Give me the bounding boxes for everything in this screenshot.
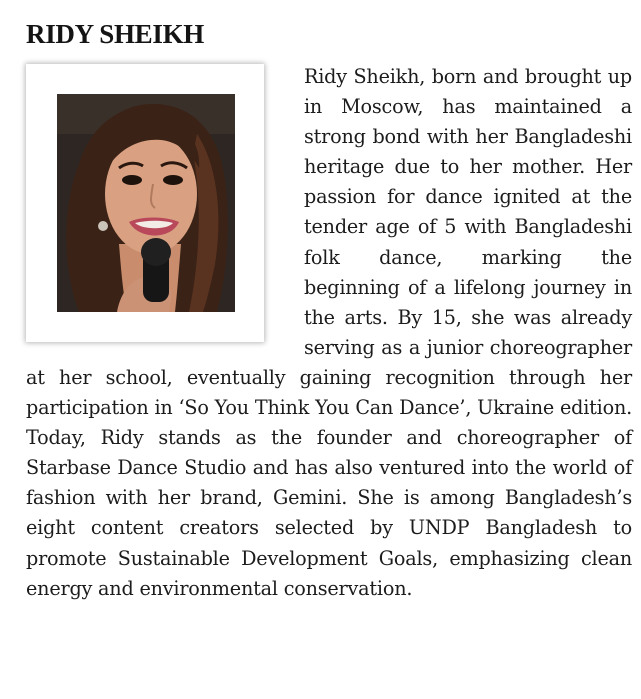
portrait-photo	[57, 94, 235, 312]
portrait-photo-frame	[26, 64, 264, 342]
portrait-earring	[98, 221, 108, 231]
article-title: RIDY SHEIKH	[26, 19, 204, 49]
article	[26, 14, 632, 604]
article-body-text: Ridy Sheikh, born and brought up in Moscow, has maintained a strong bond with her Bangladeshi heritage due to her mother. Her passion for dance ignited at the tender age of 5 with Bangladeshi folk dance, marking the beginning of a lifelong journey in the arts. By 15, she was already serving as a junior choreographer at her school, eventually gaining recognition through her participation in ‘So You Think You Can Dance’, Ukraine edition. Today, Ridy stands as the founder and choreographer of Starbase Dance Studio and has also ventured into the world of fashion with her brand, Gemini. She is among Bangladesh’s eight content creators selected by UNDP Bangladesh to promote Sustainable Development Goals, emphasizing clean energy and environmental conservation.	[26, 65, 632, 600]
article-body-container	[26, 62, 632, 604]
portrait-eye-right	[163, 175, 183, 185]
portrait-microphone-head	[141, 238, 171, 266]
portrait-eye-left	[122, 175, 142, 185]
